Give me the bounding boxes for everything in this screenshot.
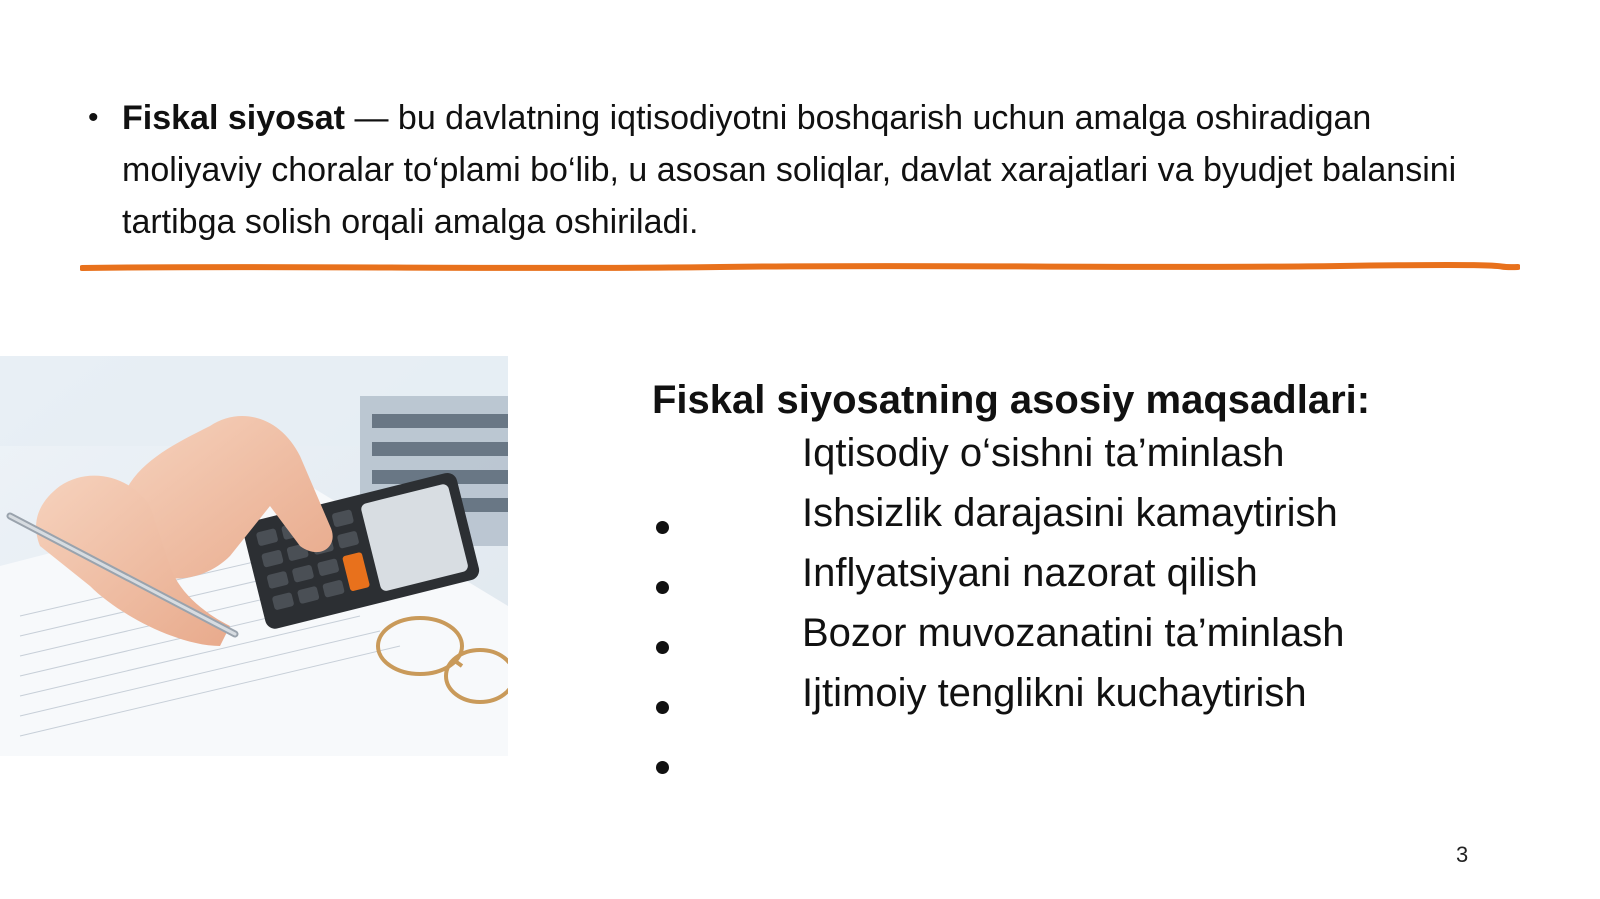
goal-item-1: Iqtisodiy o‘sishni ta’minlash [802,431,1285,475]
intro-term: Fiskal siyosat [122,99,346,137]
intro-definition: — bu davlatning iqtisodiyotni boshqarish uchun amalga oshiradigan moliyaviy choralar to‘plami bo‘lib, u asosan soliqlar, davlat xarajatlari va byudjet balansini tartibga solish orqali amalga oshiriladi. [122,99,1457,241]
bullet-icon [656,761,669,774]
bullet-icon [656,581,669,594]
goal-item-4: Bozor muvozanatini ta’minlash [802,611,1345,655]
goal-item-2: Ishsizlik darajasini kamaytirish [802,491,1338,535]
calculator-photo [0,356,508,756]
intro-text [122,92,1488,248]
goals-section [652,372,1552,428]
orange-divider [80,260,1520,276]
bullet-icon [656,521,669,534]
bullet-icon [656,641,669,654]
bullet-icon [656,701,669,714]
goal-item-5: Ijtimoiy tenglikni kuchaytirish [802,671,1307,715]
page-number: 3 [1456,842,1469,867]
goal-item-3: Inflyatsiyani nazorat qilish [802,551,1258,595]
bullet-icon: • [88,101,99,134]
goals-title: Fiskal siyosatning asosiy maqsadlari: [652,378,1371,422]
intro-paragraph [88,92,1488,248]
